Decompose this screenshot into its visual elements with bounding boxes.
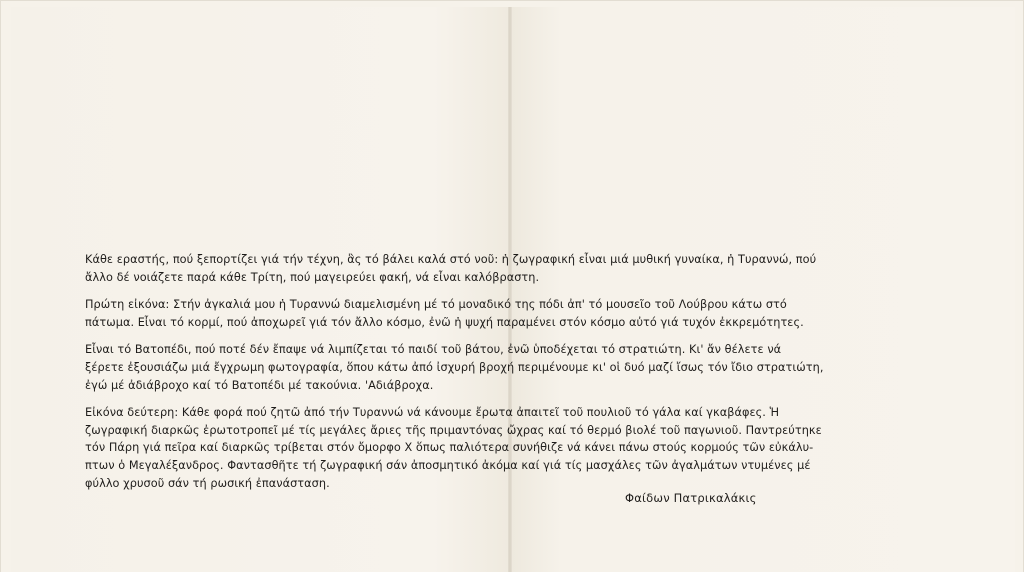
scan-margin [0, 572, 1024, 581]
text-line: Εἰκόνα δεύτερη: Κάθε φορά πού ζητῶ ἀπό τήν Τυραννώ νά κάνουμε ἔρωτα ἀπαιτεῖ τοῦ πουλιοῦ τό γάλα καί γκαβάφες. Ἡ [85, 406, 780, 420]
text-line: πάτωμα. Εἶναι τό κορμί, πού ἀποχωρεῖ γιά τόν ἄλλο κόσμο, ἐνῶ ἡ ψυχή παραμένει στόν κόσμο αὐτό γιά τυχόν ἐκκρεμότητες. [85, 315, 804, 329]
paragraph-3 [85, 341, 957, 394]
text-line: πτων ὁ Μεγαλέξανδρος. Φαντασθῆτε τή ζωγραφική σάν ἀποσμητικό ἀκόμα καί γιά τίς μασχάλες τῶν ἀγαλμάτων ντυμένες μέ [85, 458, 811, 472]
text-line: ζωγραφική διαρκῶς ἐρωτοτροπεῖ μέ τίς μεγάλες ἄριες τῆς πριμαντόνας ὤχρας καί τό θερμό βιολέ τοῦ παγωνιοῦ. Παντρεύτηκε [85, 423, 822, 437]
text-line: ἄλλο δέ νοιάζετε παρά κάθε Τρίτη, πού μαγειρεύει φακή, νά εἶναι καλόβραστη. [85, 270, 540, 284]
text-line: ξέρετε ἐξουσιάζω μιά ἔγχρωμη φωτογραφία, ὅπου κάτω ἀπό ἰσχυρή βροχή περιμένουμε κι' οἱ δυό μαζί ἴσως τόν ἴδιο στρατιώτη, [85, 360, 824, 374]
text-line: Κάθε εραστής, πού ξεπορτίζει γιά τήν τέχνη, ἂς τό βάλει καλά στό νοῦ: ἡ ζωγραφική εἶναι μιά μυθική γυναίκα, ἡ Τυραννώ, πού [85, 253, 817, 266]
author-signature: Φαίδων Πατρικαλάκις [625, 491, 757, 505]
text-block [85, 251, 957, 502]
text-line: ἐγώ μέ ἀδιάβροχο καί τό Βατοπέδι μέ τακούνια. 'Αδιάβροχα. [85, 378, 434, 392]
text-line: Εἶναι τό Βατοπέδι, πού ποτέ δέν ἔπαψε νά λιμπίζεται τό παιδί τοῦ βάτου, ἐνῶ ὑποδέχεται τό στρατιώτη. Κι' ἄν θέλετε νά [85, 343, 782, 357]
text-line: φύλλο χρυσοῦ σάν τή ρωσική ἐπανάσταση. [85, 476, 330, 490]
paragraph-4 [85, 404, 957, 492]
paragraph-1 [85, 251, 957, 286]
paragraph-2 [85, 296, 957, 331]
text-line: τόν Πάρη γιά πεῖρα καί διαρκῶς τρίβεται στόν ὄμορφο Χ ὅπως παλιότερα συνήθιζε νά κάνει πάνω στούς κορμούς τῶν εὐκάλυ- [85, 441, 814, 455]
text-line: Πρώτη εἰκόνα: Στήν ἀγκαλιά μου ἡ Τυραννώ διαμελισμένη μέ τό μοναδικό της πόδι ἀπ' τό μουσεῖο τοῦ Λούβρου κάτω στό [85, 298, 787, 312]
